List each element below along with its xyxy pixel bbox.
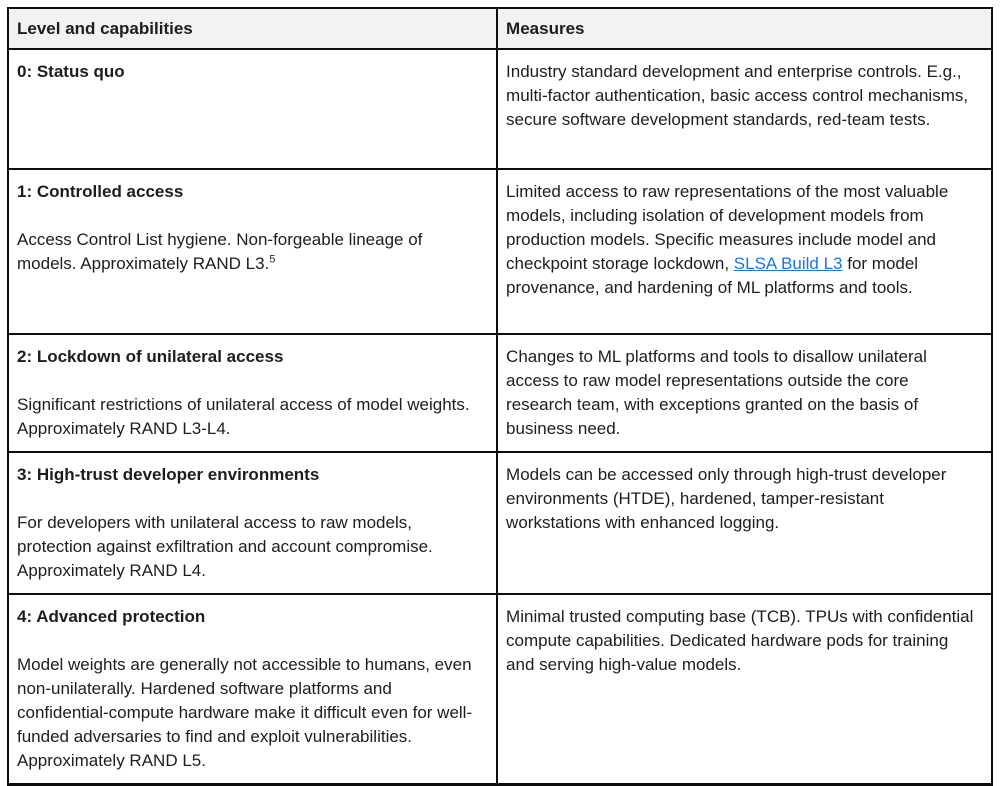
- measures-cell: [497, 452, 992, 594]
- measures-text: Changes to ML platforms and tools to disallow unilateral access to raw model representations outside the core research team, with exceptions granted on the basis of business need.: [506, 347, 927, 438]
- table-row-level-1: [8, 169, 992, 334]
- measures-text: Minimal trusted computing base (TCB). TPUs with confidential compute capabilities. Dedicated hardware pods for training and serving high-value models.: [506, 607, 974, 674]
- level-description: Significant restrictions of unilateral access of model weights. Approximately RAND L3-L4.: [17, 395, 470, 438]
- measures-cell: [497, 169, 992, 334]
- capabilities-cell: [8, 594, 497, 785]
- measures-cell: [497, 334, 992, 452]
- column-header-measures: Measures: [497, 8, 992, 49]
- header-row: [8, 8, 992, 49]
- table-row-level-2: [8, 334, 992, 452]
- table-row-level-0: [8, 49, 992, 169]
- measures-text: Models can be accessed only through high-trust developer environments (HTDE), hardened, tamper-resistant workstations with enhanced logging.: [506, 465, 947, 532]
- level-title: 3: High-trust developer environments: [17, 465, 320, 484]
- measures-text: Limited access to raw representations of the most valuable models, including isolation of development models from production models. Specific measures include model and checkpoint storage lockdown, SLSA Build L3 for model provenance, and hardening of ML platforms and tools.: [506, 182, 949, 297]
- table-row-level-4: [8, 594, 992, 785]
- table-row-level-3: [8, 452, 992, 594]
- measures-cell: [497, 49, 992, 169]
- capabilities-cell: [8, 452, 497, 594]
- slsa-build-l3-link[interactable]: SLSA Build L3: [733, 254, 843, 273]
- footnote-superscript: 5: [269, 253, 276, 266]
- level-description: For developers with unilateral access to raw models, protection against exfiltration and account compromise. Approximately RAND L4.: [17, 513, 433, 580]
- level-description: Access Control List hygiene. Non-forgeable lineage of models. Approximately RAND L3.$^5$: [17, 230, 423, 273]
- measures-cell: [497, 594, 992, 785]
- level-title: 1: Controlled access: [17, 182, 184, 201]
- column-header-level-capabilities: Level and capabilities: [8, 8, 497, 49]
- capabilities-cell: [8, 169, 497, 334]
- level-title: 0: Status quo: [17, 62, 125, 81]
- level-description: Model weights are generally not accessible to humans, even non-unilaterally. Hardened software platforms and confidential-compute hardware make it difficult even for well-funded adversaries to find and exploit vulnerabilities. Approximately RAND L5.: [17, 655, 473, 770]
- measures-text: Industry standard development and enterprise controls. E.g., multi-factor authentication, basic access control mechanisms, secure software development standards, red-team tests.: [506, 62, 969, 129]
- security-levels-table-wrap: [7, 7, 993, 773]
- capabilities-cell: [8, 49, 497, 169]
- security-levels-table: [7, 7, 993, 786]
- capabilities-cell: [8, 334, 497, 452]
- level-title: 2: Lockdown of unilateral access: [17, 347, 284, 366]
- level-title: 4: Advanced protection: [17, 607, 206, 626]
